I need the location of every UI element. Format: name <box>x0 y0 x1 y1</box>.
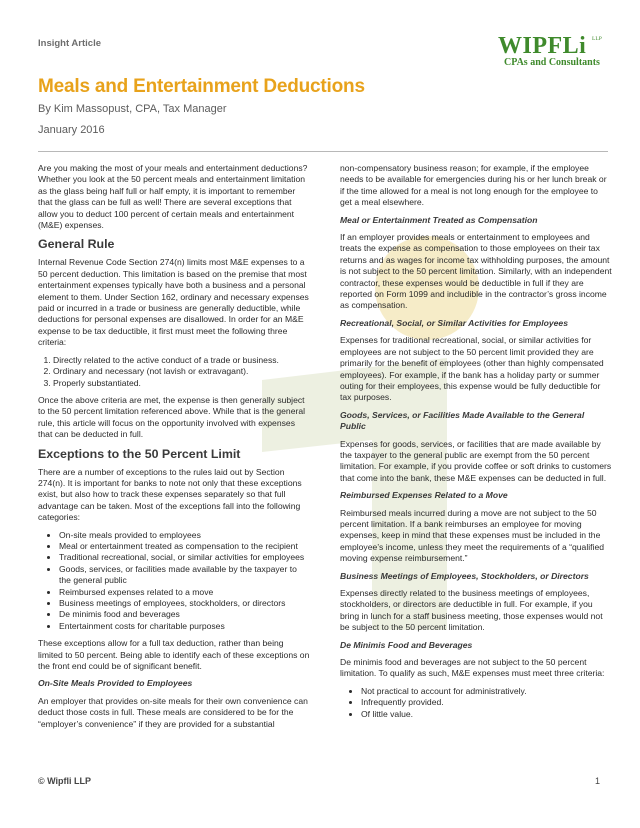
compensation-body: If an employer provides meals or entertainment to employees and treats the expense as compensation to those employees on their tax returns and as wages for income tax withholding purposes, the amount is not subject to the 50 percent limitation. Similarly, with an independent contractor, these expenses would be deductible in full if they are reported on Form 1099 and includible in the contractor’s gross income as compensation. <box>340 232 612 311</box>
recreational-heading: Recreational, Social, or Similar Activities for Employees <box>340 317 568 328</box>
left-column <box>38 163 310 736</box>
header-divider <box>38 151 608 152</box>
general-public-heading: Goods, Services, or Facilities Made Available to the General Public <box>340 409 585 432</box>
exception-item: • On-site meals provided to employees <box>59 530 310 541</box>
article-date: January 2016 <box>38 124 105 136</box>
compensation-heading: Meal or Entertainment Treated as Compensation <box>340 214 538 225</box>
de-minimis-item: • Infrequently provided. <box>361 697 612 708</box>
general-rule-heading: General Rule <box>38 237 115 252</box>
general-public-body: Expenses for goods, services, or facilities that are made available by the taxpayer to the general public are exempt from the 50 percent limitation. For example, if you provide coffee or soft drinks to customers that come into the bank, these M&E expenses can be deducted in full. <box>340 438 612 483</box>
general-rule-after: Once the above criteria are met, the expense is then generally subject to the 50 percent limitation referenced above. While that is the general rule, this article will focus on the opportunity involved with expenses that can be deducted in full. <box>38 394 306 440</box>
criteria-item: 3. Properly substantiated. <box>53 378 310 389</box>
exception-item: • Goods, services, or facilities made available by the taxpayer to the general public <box>59 564 310 587</box>
logo-tagline: CPAs and Consultants <box>504 57 600 68</box>
onsite-meals-heading: On-Site Meals Provided to Employees <box>38 678 193 689</box>
criteria-list <box>38 355 310 389</box>
de-minimis-heading: De Minimis Food and Beverages <box>340 639 473 650</box>
exceptions-heading: Exceptions to the 50 Percent Limit <box>38 446 241 461</box>
exception-item: • Reimbursed expenses related to a move <box>59 587 310 598</box>
wipfli-logo[interactable] <box>498 33 610 71</box>
intro-paragraph: Are you making the most of your meals and entertainment deductions? Whether you look at the 50 percent meals and entertainment limitation as the glass being half full or half empty, it is important to remember that the glass can be full as well! There are several exceptions that allow you to deduct 100 percent of certain meals and entertainment (M&E) expenses. <box>38 163 308 231</box>
de-minimis-list <box>340 686 612 720</box>
move-expenses-body: Reimbursed meals incurred during a move are not subject to the 50 percent limitation. If a bank reimburses an employee for moving expenses, keep in mind that these expenses must be included in the employee’s income, unless they meet the requirements of a “qualified moving expense reimbursement.” <box>340 507 605 564</box>
de-minimis-item: • Not practical to account for administratively. <box>361 686 612 697</box>
logo-llp: LLP <box>592 36 602 42</box>
de-minimis-body: De minimis food and beverages are not subject to the 50 percent limitation. To qualify as such, M&E expenses must meet three criteria: <box>340 657 605 679</box>
business-meetings-heading: Business Meetings of Employees, Stockholders, or Directors <box>340 570 589 581</box>
exception-item: • Meal or entertainment treated as compensation to the recipient <box>59 541 310 552</box>
right-column <box>340 163 612 726</box>
exceptions-after: These exceptions allow for a full tax deduction, rather than being limited to 50 percent. Being able to identify each of these exceptions on the front end could be of significant benefit. <box>38 638 310 672</box>
continued-paragraph: non-compensatory business reason; for example, if the employee needs to be available for emergencies during his or her lunch break or if the time allowed for a meal is not long enough for the employee to get a meal elsewhere. <box>340 163 607 208</box>
criteria-item: 2. Ordinary and necessary (not lavish or extravagant). <box>53 366 310 377</box>
exception-item: • De minimis food and beverages <box>59 609 310 620</box>
de-minimis-item: • Of little value. <box>361 709 612 720</box>
page-number: 1 <box>595 776 601 786</box>
logo-wordmark: WIPFLi <box>498 33 587 59</box>
exception-item: • Traditional recreational, social, or similar activities for employees <box>59 552 310 563</box>
move-expenses-heading: Reimbursed Expenses Related to a Move <box>340 490 508 501</box>
article-byline: By Kim Massopust, CPA, Tax Manager <box>38 103 227 115</box>
recreational-body: Expenses for traditional recreational, social, or similar activities for employees are not subject to the 50 percent limit provided they are primarily for the benefit of employees (other than highly compensated employees). For example, if the bank has a holiday party or summer outing for their employees, this expense would be fully deductible for tax purposes. <box>340 335 604 403</box>
exception-item: • Business meetings of employees, stockholders, or directors <box>59 598 310 609</box>
footer-copyright: © Wipfli LLP <box>38 776 92 786</box>
general-rule-body: Internal Revenue Code Section 274(n) limits most M&E expenses to a 50 percent deduction. This limitation is based on the premise that most entertainment expenses typically have both a business and a personal element to them. Under Section 162, ordinary and necessary expenses paid or incurred in a trade or business are generally deductible, while deductions for personal expenses are disallowed. In order for an M&E expense to be tax deductible, it first must meet the following three criteria: <box>38 257 309 348</box>
exceptions-body: There are a number of exceptions to the rules laid out by Section 274(n). It is important for banks to note not only that these exceptions exist, but also how to track these expenses separately so that full advantage can be taken. Most of the exceptions fall into the following categories: <box>38 466 302 523</box>
business-meetings-body: Expenses directly related to the business meetings of employees, stockholders, or directors are deductible in full. For example, if you bring in lunch for a staff business meeting, those expenses would not be subject to the 50 percent limitation. <box>340 588 603 633</box>
article-type-label: Insight Article <box>38 38 101 49</box>
onsite-meals-body: An employer that provides on-site meals for their own convenience can deduct those costs in full. These meals are considered to be for the “employer’s convenience” if they are provided for a substantial <box>38 695 308 729</box>
article-title: Meals and Entertainment Deductions <box>38 76 365 97</box>
exceptions-list <box>38 530 310 633</box>
exception-item: • Entertainment costs for charitable purposes <box>59 621 310 632</box>
criteria-item: 1. Directly related to the active conduct of a trade or business. <box>53 355 310 366</box>
